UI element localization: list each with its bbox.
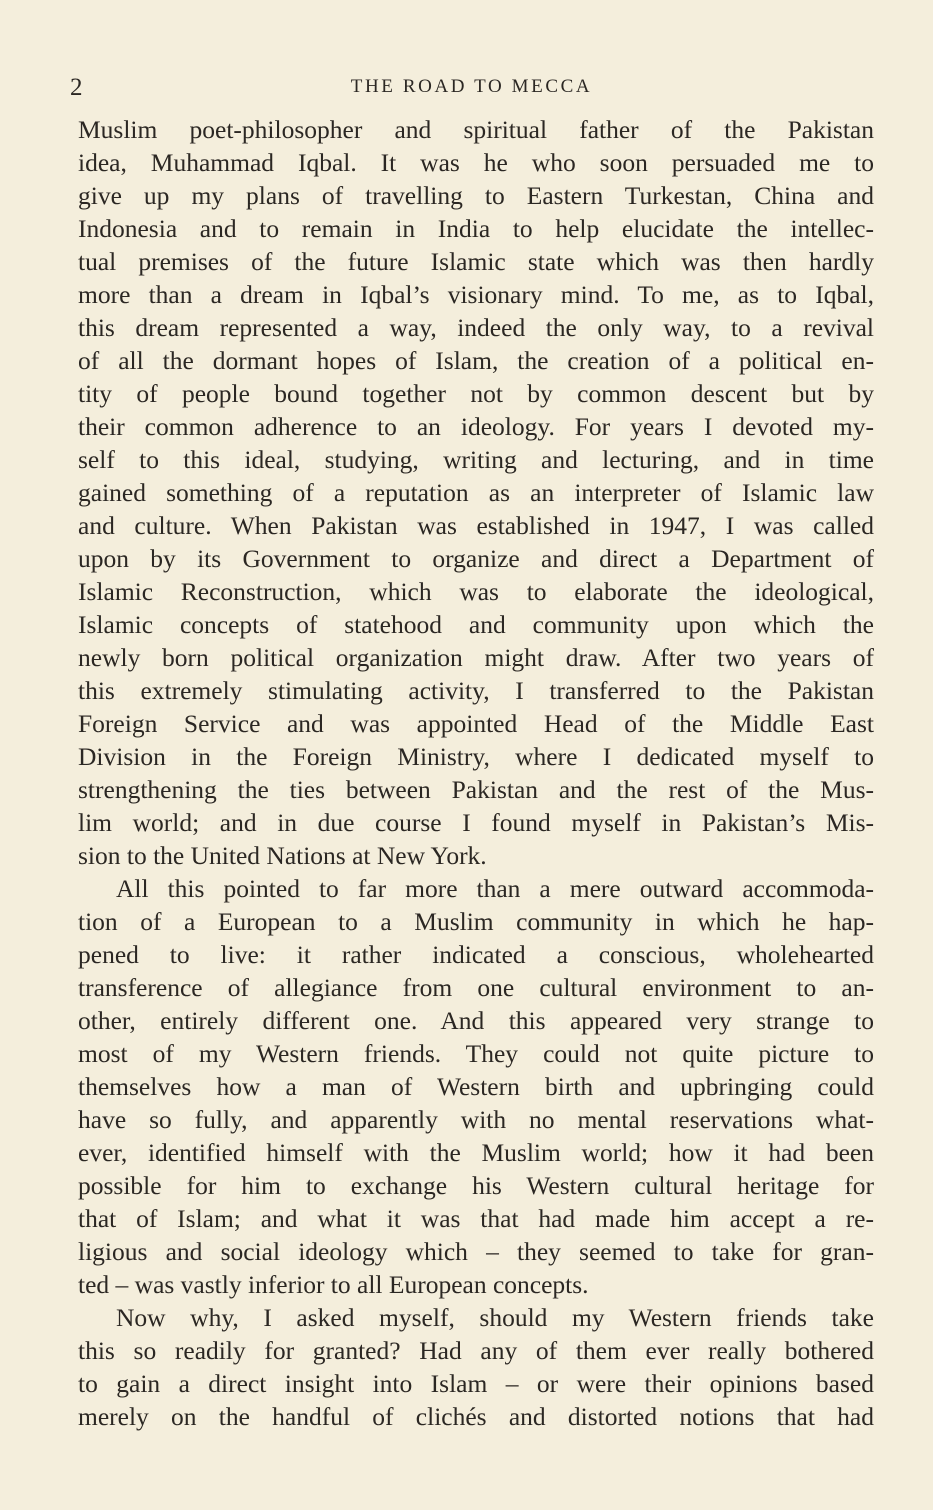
text-line: this dream represented a way, indeed the only way, to a revival bbox=[78, 313, 874, 342]
paragraph bbox=[78, 872, 874, 1301]
text-line: ever, identified himself with the Muslim world; how it had been bbox=[78, 1138, 874, 1167]
text-line: themselves how a man of Western birth and upbringing could bbox=[78, 1072, 874, 1101]
text-line: and culture. When Pakistan was established in 1947, I was called bbox=[78, 511, 874, 540]
text-line: ligious and social ideology which – they seemed to take for gran- bbox=[78, 1237, 874, 1266]
text-line: transference of allegiance from one cultural environment to an- bbox=[78, 973, 874, 1002]
text-line: sion to the United Nations at New York. bbox=[78, 841, 487, 870]
text-line: this extremely stimulating activity, I transferred to the Pakistan bbox=[78, 676, 874, 705]
text-line: self to this ideal, studying, writing and lecturing, and in time bbox=[78, 445, 874, 474]
text-line: have so fully, and apparently with no mental reservations what- bbox=[78, 1105, 874, 1134]
text-line: Islamic Reconstruction, which was to elaborate the ideological, bbox=[78, 577, 874, 606]
text-line: pened to live: it rather indicated a conscious, wholehearted bbox=[78, 940, 874, 969]
text-line: Division in the Foreign Ministry, where I dedicated myself to bbox=[78, 742, 874, 771]
text-line: their common adherence to an ideology. For years I devoted my- bbox=[78, 412, 874, 441]
text-line: possible for him to exchange his Western cultural heritage for bbox=[78, 1171, 874, 1200]
text-line: Indonesia and to remain in India to help elucidate the intellec- bbox=[78, 214, 874, 243]
running-head-title: THE ROAD TO MECCA bbox=[350, 76, 593, 97]
text-line: of all the dormant hopes of Islam, the creation of a political en- bbox=[78, 346, 874, 375]
text-line: lim world; and in due course I found myself in Pakistan’s Mis- bbox=[78, 808, 874, 837]
paragraph bbox=[78, 1301, 874, 1433]
text-line: that of Islam; and what it was that had made him accept a re- bbox=[78, 1204, 874, 1233]
paragraph bbox=[78, 113, 874, 872]
text-line: Foreign Service and was appointed Head of the Middle East bbox=[78, 709, 874, 738]
text-line: idea, Muhammad Iqbal. It was he who soon persuaded me to bbox=[78, 148, 874, 177]
text-line: ted – was vastly inferior to all European concepts. bbox=[78, 1270, 589, 1299]
text-line: merely on the handful of clichés and distorted notions that had bbox=[78, 1402, 874, 1431]
page-number: 2 bbox=[70, 74, 83, 101]
text-line: tual premises of the future Islamic state which was then hardly bbox=[78, 247, 874, 276]
text-line: more than a dream in Iqbal’s visionary mind. To me, as to Iqbal, bbox=[78, 280, 874, 309]
text-line: most of my Western friends. They could not quite picture to bbox=[78, 1039, 874, 1068]
text-line: tion of a European to a Muslim community in which he hap- bbox=[78, 907, 874, 936]
text-line: to gain a direct insight into Islam – or were their opinions based bbox=[78, 1369, 874, 1398]
text-line: All this pointed to far more than a mere outward accommoda- bbox=[116, 874, 874, 903]
text-line: Islamic concepts of statehood and community upon which the bbox=[78, 610, 874, 639]
text-line: Now why, I asked myself, should my Western friends take bbox=[116, 1303, 874, 1332]
text-line: Muslim poet-philosopher and spiritual father of the Pakistan bbox=[78, 115, 874, 144]
text-line: other, entirely different one. And this appeared very strange to bbox=[78, 1006, 874, 1035]
text-line: strengthening the ties between Pakistan and the rest of the Mus- bbox=[78, 775, 874, 804]
text-line: this so readily for granted? Had any of them ever really bothered bbox=[78, 1336, 874, 1365]
text-line: tity of people bound together not by common descent but by bbox=[78, 379, 874, 408]
text-line: give up my plans of travelling to Eastern Turkestan, China and bbox=[78, 181, 874, 210]
text-line: newly born political organization might draw. After two years of bbox=[78, 643, 874, 672]
body-text bbox=[78, 113, 874, 1433]
text-line: upon by its Government to organize and direct a Department of bbox=[78, 544, 874, 573]
text-line: gained something of a reputation as an interpreter of Islamic law bbox=[78, 478, 874, 507]
